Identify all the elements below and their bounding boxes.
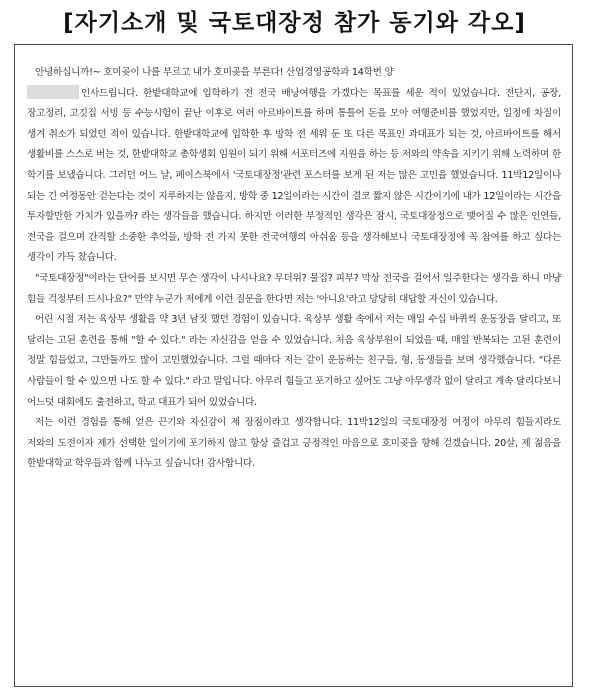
paragraph-track-experience: 어린 시절 저는 육상부 생활을 약 3년 남짓 했던 경험이 있습니다. 육상부 생활 속에서 저는 매일 수십 바퀴씩 운동장을 달리고, 또 달리는 고된 훈련을 통해 "할 수 있다." 라는 자신감을 얻을 수 있었습니다. 처음 육상부원이 되었을 때, 매일 반복되는 고된 훈련이 정말 힘들었고, 그만둘까도 많이 고민했었습니다. 그럴 때마다 저는 같이 운동하는 친구들, 형, 동생들을 보며 생각했습니다. "다른 사람들이 할 수 있으면 나도 할 수 있다." 라고 말입니다. 아무리 힘들고 포기하고 싶어도 그냥 아무생각 없이 달리고 계속 달리다보니 어느덧 대회에도 출전하고, 학교 대표가 되어 있었습니다.: [27, 314, 561, 408]
paragraph-introduction: [27, 63, 561, 269]
intro-text-rest: 인사드립니다. 한밭대학교에 입학하기 전 전국 배낭여행을 가겠다는 목표를 세운 적이 있었습니다. 전단지, 공장, 장고정리, 고깃집 서빙 등 수능시험이 끝난 이후로 여러 아르바이트를 하며 통틀어 돈을 모아 여행준비를 했었지만, 일정에 차질이 생겨 취소가 되었던 적이 있습니다. 한밭대학교에 입학한 후 방학 전 세워 둔 또 다른 목표인 과대표가 되는 것, 아르바이트를 해서 생활비를 스스로 버는 것, 한밭대학교 총학생회 임원이 되기 위해 서포터즈에 지원을 하는 등 저와의 약속을 지키기 위해 노력하며 한 학기를 보냈습니다. 그러던 어느 날, 페이스북에서 '국토대장정'관련 포스터를 보게 된 저는 많은 고민을 했었습니다. 11박12일이나 되는 긴 여정동안 걷는다는 것이 지루하지는 않을지, 방학 중 12일이라는 시간이 결코 짧지 않은 시간이기에 내가 12일이라는 시간을 투자할만한 가치가 있을까? 라는 생각들을 했습니다. 하지만 이러한 부정적인 생각은 잠시, 국토대장정으로 맺어질 수 많은 인연들, 전국을 걸으며 간직할 소중한 추억들, 방학 전 가지 못한 전국여행의 아쉬움 등을 생각해보니 국토대장정에 꼭 참여를 하고 싶다는 생각이 가득 찼습니다.: [27, 87, 561, 264]
essay-box: [14, 44, 573, 687]
paragraph-question: "국토대장정"이라는 단어를 보시면 무슨 생각이 나시나요? 무더위? 물집? 피부? 막상 전국을 걸어서 일주한다는 생각을 하니 마냥 힘들 걱정부터 드시나요?" 만약 누군가 저에게 이런 질문을 한다면 저는 '아니요'라고 당당히 대답할 자신이 있습니다.: [27, 272, 561, 305]
redacted-name: [27, 85, 79, 99]
intro-text-start: 안녕하십니까!~ 호미곶이 나를 부르고 내가 호미곶을 부른다! 산업경영공학과 14학번 양: [35, 67, 394, 78]
paragraph-resolution: 저는 이런 경험을 통해 얻은 끈기와 자신감이 제 장점이라고 생각합니다. 11박12일의 국토대장정 여정이 아무리 힘들지라도 저와의 도전이자 제가 선택한 일이기에 포기하지 않고 항상 즐겁고 긍정적인 마음으로 호미곶을 향해 걷겠습니다. 20살, 제 젊음을 한밭대학교 학우들과 함께 나누고 싶습니다! 감사합니다.: [27, 417, 561, 470]
page-title: [자기소개 및 국토대장정 참가 동기와 각오]: [63, 10, 526, 36]
